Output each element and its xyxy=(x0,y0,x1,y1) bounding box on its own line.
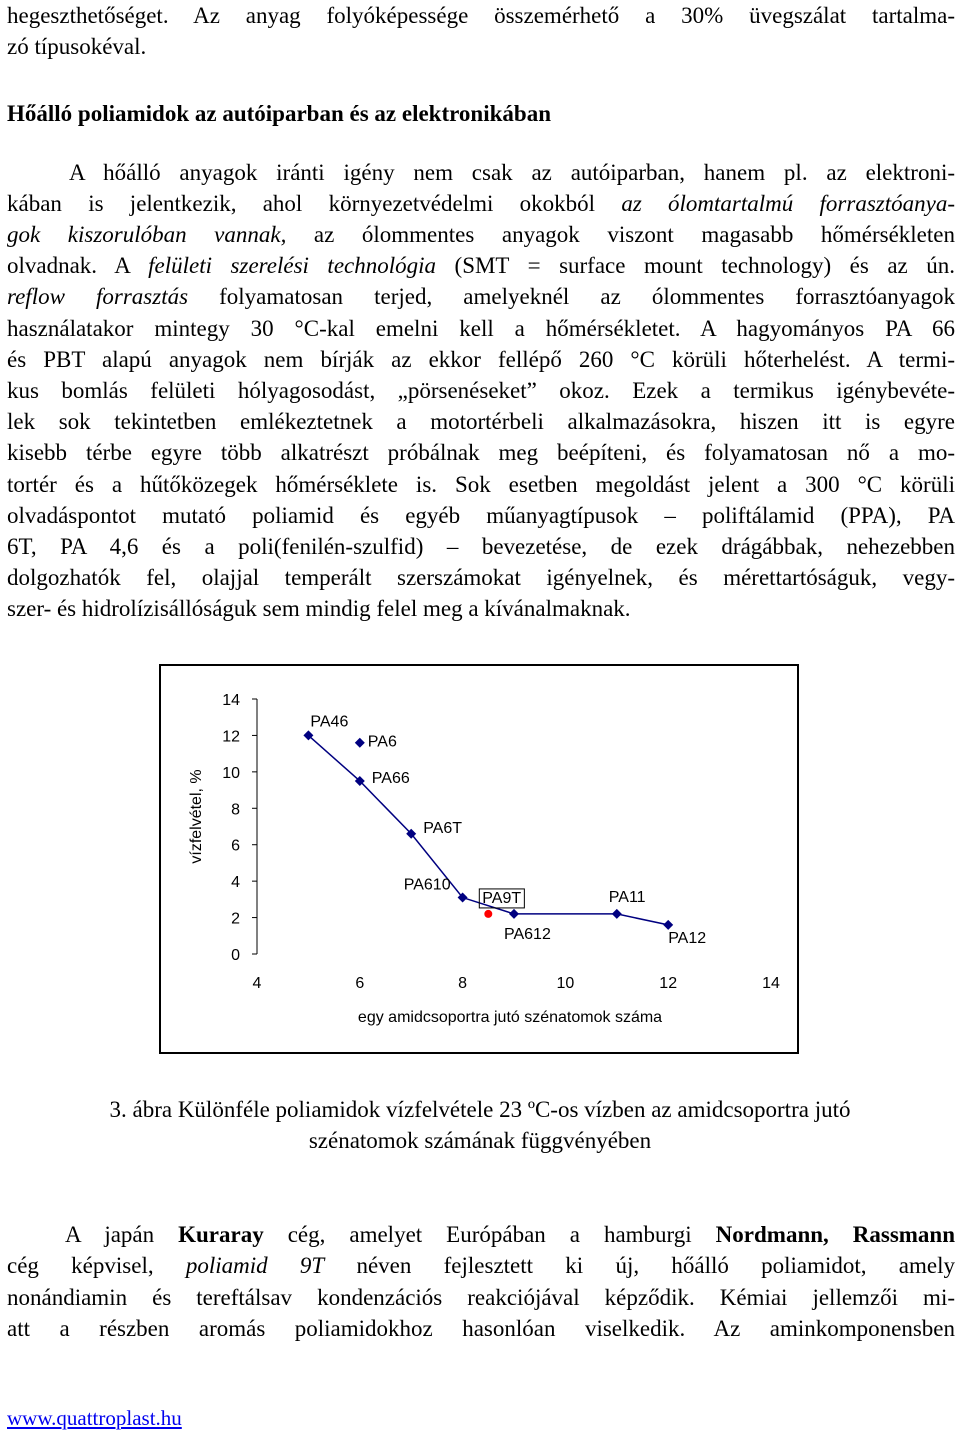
text-line: zó típusokéval. xyxy=(7,34,147,59)
text-line: 6T, PA 4,6 és a poli(fenilén-szulfid) – bevezetése, de ezek drágábbak, nehezebben xyxy=(7,534,955,559)
highlight-point-marker xyxy=(484,910,492,918)
x-tick-label: 4 xyxy=(252,975,262,992)
point-label: PA612 xyxy=(504,925,551,943)
text-line: kus bomlás felületi hólyagosodást, „pörsenéseket” okoz. Ezek a termikus igénybevéte- xyxy=(7,378,955,403)
text-line: dolgozhatók fel, olajjal temperált szerszámokat igényelnek, és mérettartóságuk, vegy- xyxy=(7,565,955,590)
point-label: PA6 xyxy=(367,733,397,751)
text-line: A hőálló anyagok iránti igény nem csak az autóiparban, hanem pl. az elektroni- xyxy=(69,160,955,185)
figure-caption-line2: szénatomok számának függvényében xyxy=(308,1128,652,1153)
y-axis-ticks xyxy=(222,692,257,964)
text-line: kában is jelentkezik, ahol környezetvédelmi okokból az ólomtartalmú forrasztóanya- xyxy=(7,191,955,216)
x-axis-ticks xyxy=(253,975,780,992)
text-line: hegeszthetőséget. Az anyag folyóképessége összemérhető a 30% üvegszálat tartalma- xyxy=(7,3,955,28)
y-tick-label: 12 xyxy=(222,728,240,746)
x-tick-label: 14 xyxy=(762,975,780,992)
y-tick-label: 10 xyxy=(222,764,240,782)
text-line: reflow forrasztás folyamatosan terjed, amelyeknél az ólommentes forrasztóanyagok xyxy=(7,284,956,309)
point-label: PA46 xyxy=(310,713,349,731)
text-line: kisebb térbe egyre több alkatrészt próbálnak meg beépíteni, és folyamatosan nő a mo- xyxy=(7,440,955,465)
text-line: olvadáspontot mutató poliamid és egyéb műanyagtípusok – poliftálamid (PPA), PA xyxy=(7,503,955,528)
text-line: tortér és a hűtőközegek hőmérséklete is. Sok esetben megoldást jelent a 300 °C körüli xyxy=(7,472,955,497)
data-point-marker xyxy=(612,909,622,919)
figure-caption-line1: 3. ábra Különféle poliamidok vízfelvétele 23 ºC-os vízben az amidcsoportra jutó xyxy=(109,1097,851,1122)
point-label: PA6T xyxy=(423,819,463,837)
text-line: olvadnak. A felületi szerelési technológia (SMT = surface mount technology) és az ún. xyxy=(7,253,955,278)
text-line: szer- és hidrolízisállóságuk sem mindig felel meg a kívánalmaknak. xyxy=(7,596,631,621)
text-line: nonándiamin és tereftálsav kondenzációs reakciójával képződik. Kémiai jellemzői mi- xyxy=(7,1285,955,1310)
chart-frame xyxy=(159,664,799,1054)
section-heading: Hőálló poliamidok az autóiparban és az elektronikában xyxy=(7,101,551,126)
x-tick-label: 8 xyxy=(458,975,468,992)
text-line: és PBT alapú anyagok nem bírják az ekkor fellépő 260 °C körüli hőterhelést. A termi- xyxy=(7,347,955,372)
y-axis-label: vízfelvétel, % xyxy=(188,769,205,864)
y-tick-label: 14 xyxy=(222,692,240,709)
y-tick-label: 4 xyxy=(231,874,240,892)
x-axis-label: egy amidcsoportra jutó szénatomok száma xyxy=(357,1009,663,1026)
point-label: PA66 xyxy=(371,769,410,787)
text-line: att a részben aromás poliamidokhoz hasonlóan viselkedik. Az aminkomponensben xyxy=(7,1316,955,1341)
point-label: PA11 xyxy=(608,888,646,906)
point-label: PA9T xyxy=(482,889,522,907)
data-point-marker xyxy=(355,738,365,748)
x-tick-label: 6 xyxy=(355,975,365,992)
text-line: cég képvisel, poliamid 9T néven fejlesztett ki új, hőálló poliamidot, amely xyxy=(7,1253,955,1278)
text-line: gok kiszorulóban vannak, az ólommentes anyagok viszont magasabb hőmérsékleten xyxy=(7,222,955,247)
y-tick-label: 6 xyxy=(231,837,240,855)
water-absorption-chart xyxy=(161,666,797,1052)
text-line: lek sok tekintetben emlékeztetnek a motortérbeli alkalmazásokra, hiszen itt is egyre xyxy=(7,409,955,434)
y-tick-label: 0 xyxy=(231,947,240,964)
y-tick-label: 2 xyxy=(231,910,240,928)
website-link[interactable]: www.quattroplast.hu xyxy=(7,1406,182,1430)
x-tick-label: 12 xyxy=(659,975,678,992)
text-line: A japán Kuraray cég, amelyet Európában a hamburgi Nordmann, Rassmann xyxy=(65,1222,956,1247)
data-point-marker xyxy=(663,920,673,930)
text-line: használatakor mintegy 30 °C-kal emelni kell a hőmérsékletet. A hagyományos PA 66 xyxy=(7,316,955,341)
data-point-marker xyxy=(509,909,519,919)
x-tick-label: 10 xyxy=(556,975,575,992)
point-label: PA610 xyxy=(403,876,451,894)
point-label: PA12 xyxy=(668,929,707,947)
y-tick-label: 8 xyxy=(231,801,240,819)
